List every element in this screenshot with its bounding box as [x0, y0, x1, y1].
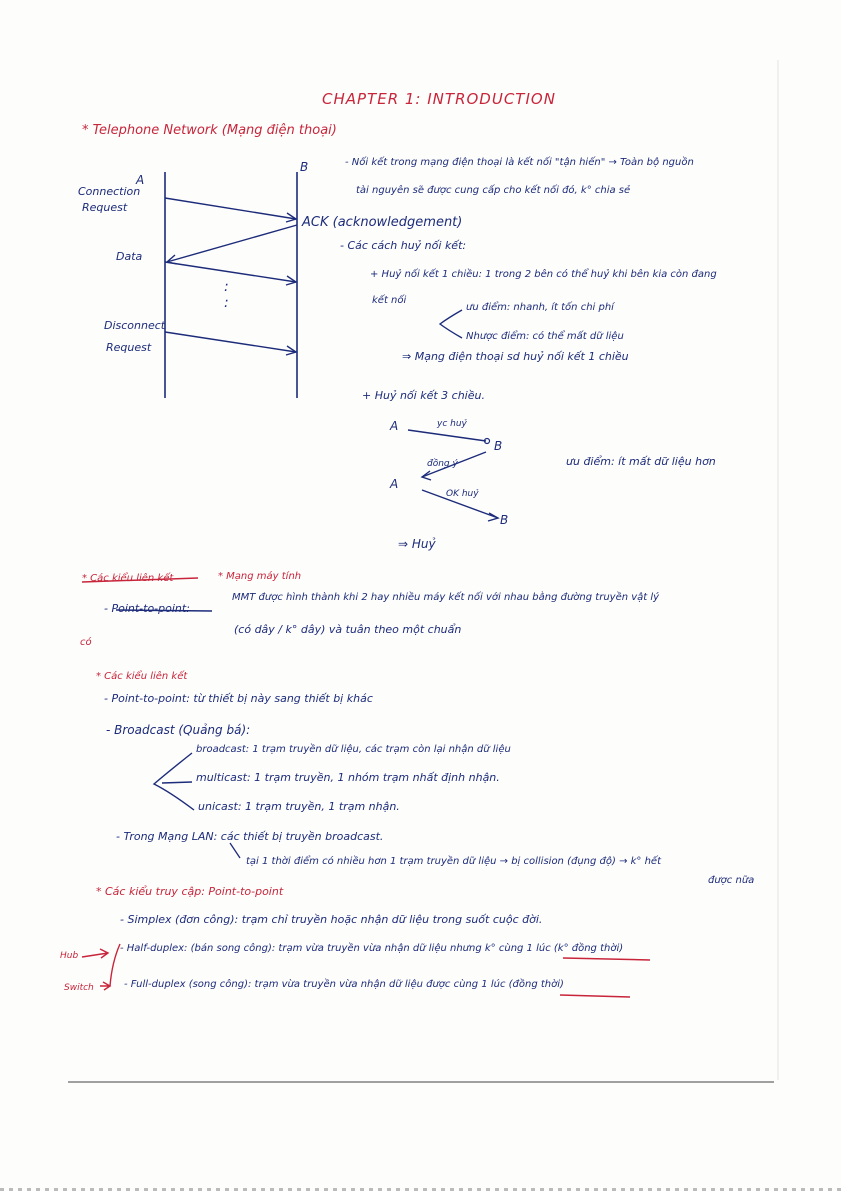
- arrow-disconnect: [165, 332, 296, 352]
- one-way-disadvantage: Nhược điểm: có thể mất dữ liệu: [466, 331, 624, 342]
- full-duplex-line: - Full-duplex (song công): trạm vừa truyền vừa nhận dữ liệu được cùng 1 lúc (đồng thời): [124, 979, 564, 990]
- bracket-half-full: [110, 944, 120, 986]
- simplex-line: - Simplex (đơn công): trạm chỉ truyền hoặc nhận dữ liệu trong suốt cuộc đời.: [120, 913, 543, 926]
- collision-line: tại 1 thời điểm có nhiều hơn 1 trạm truyền dữ liệu → bị collision (đụng độ) → k° hết: [246, 856, 662, 867]
- collision-tail: được nữa: [708, 875, 755, 886]
- brace-one-way: [440, 310, 462, 338]
- connection-label-2: Request: [82, 201, 128, 214]
- arrow-ack: [167, 225, 297, 262]
- arrow-yc-huy: [408, 430, 486, 441]
- lan-line: - Trong Mạng LAN: các thiết bị truyền broadcast.: [116, 830, 384, 843]
- three-way-ok-huy: OK huỷ: [446, 489, 479, 499]
- three-way-advantage: ưu điểm: ít mất dữ liệu hơn: [566, 455, 716, 468]
- node-a-label: A: [136, 173, 145, 187]
- three-way-a2: A: [390, 477, 399, 491]
- disconnect-label-1: Disconnect: [104, 319, 166, 332]
- telephone-note-2: tài nguyên sẽ được cung cấp cho kết nối đó, k° chia sẻ: [356, 185, 631, 196]
- arrow-data: [165, 262, 296, 282]
- timeline-dots-2: :: [224, 295, 229, 311]
- arrow-connection: [165, 198, 296, 219]
- broadcast-line: broadcast: 1 trạm truyền dữ liệu, các trạm còn lại nhận dữ liệu: [196, 744, 511, 755]
- timeline-dots-1: :: [224, 279, 229, 295]
- p2p-line: - Point-to-point: từ thiết bị này sang thiết bị khác: [104, 692, 373, 705]
- three-way-yc-huy: yc huỷ: [437, 419, 467, 429]
- data-label: Data: [116, 250, 143, 263]
- chapter-title: CHAPTER 1: INTRODUCTION: [322, 90, 556, 108]
- underline-half: [563, 958, 650, 960]
- hub-arrow: [82, 949, 108, 958]
- three-way-result: ⇒ Huỷ: [398, 537, 436, 551]
- half-duplex-line: - Half-duplex: (bán song công): trạm vừa truyền vừa nhận dữ liệu nhưng k° cùng 1 lúc (k° đồng thời): [120, 943, 624, 954]
- cancel-heading: - Các cách huỷ nối kết:: [340, 239, 467, 252]
- three-way-dong-y: đồng ý: [427, 459, 458, 469]
- telephone-heading: * Telephone Network (Mạng điện thoại): [82, 123, 337, 138]
- switch-label: Switch: [64, 983, 94, 993]
- three-way-b2: B: [500, 513, 509, 527]
- network-heading: * Mạng máy tính: [218, 571, 302, 582]
- one-way-conclusion: ⇒ Mạng điện thoại sd huỷ nối kết 1 chiều: [402, 350, 629, 363]
- network-definition-2: (có dây / k° dây) và tuân theo một chuẩn: [234, 623, 462, 636]
- one-way-advantage: ưu điểm: nhanh, ít tốn chi phí: [466, 302, 614, 313]
- hub-label: Hub: [60, 951, 79, 961]
- disconnect-label-2: Request: [106, 341, 152, 354]
- unicast-line: unicast: 1 trạm truyền, 1 trạm nhận.: [198, 800, 400, 813]
- three-way-b1: B: [494, 439, 503, 453]
- crossed-heading: * Các kiểu liên kết: [82, 573, 174, 584]
- connection-label-1: Connection: [78, 185, 141, 198]
- one-way-line-1: + Huỷ nối kết 1 chiều: 1 trong 2 bên có thể huỷ khi bên kia còn đang: [370, 269, 717, 280]
- multicast-line: multicast: 1 trạm truyền, 1 nhóm trạm nhất định nhận.: [196, 771, 500, 784]
- access-heading: * Các kiểu truy cập: Point-to-point: [96, 885, 284, 898]
- ack-label: ACK (acknowledgement): [302, 215, 463, 230]
- node-b-label: B: [300, 160, 309, 174]
- link-types-heading: * Các kiểu liên kết: [96, 671, 188, 682]
- three-way-heading: + Huỷ nối kết 3 chiều.: [362, 389, 485, 402]
- crossed-term: - Point-to-point:: [104, 602, 190, 615]
- network-definition-1: MMT được hình thành khi 2 hay nhiều máy kết nối với nhau bằng đường truyền vật lý: [232, 592, 660, 603]
- margin-note: có: [80, 637, 92, 648]
- telephone-note-1: - Nối kết trong mạng điện thoại là kết nối "tận hiến" → Toàn bộ nguồn: [345, 157, 694, 168]
- broadcast-heading: - Broadcast (Quảng bá):: [106, 723, 251, 737]
- tick-multicast: [162, 782, 192, 783]
- one-way-line-2: kết nối: [372, 295, 407, 306]
- three-way-a1: A: [390, 419, 399, 433]
- lan-branch: [230, 843, 240, 858]
- switch-arrow: [100, 982, 110, 990]
- underline-full: [560, 995, 630, 997]
